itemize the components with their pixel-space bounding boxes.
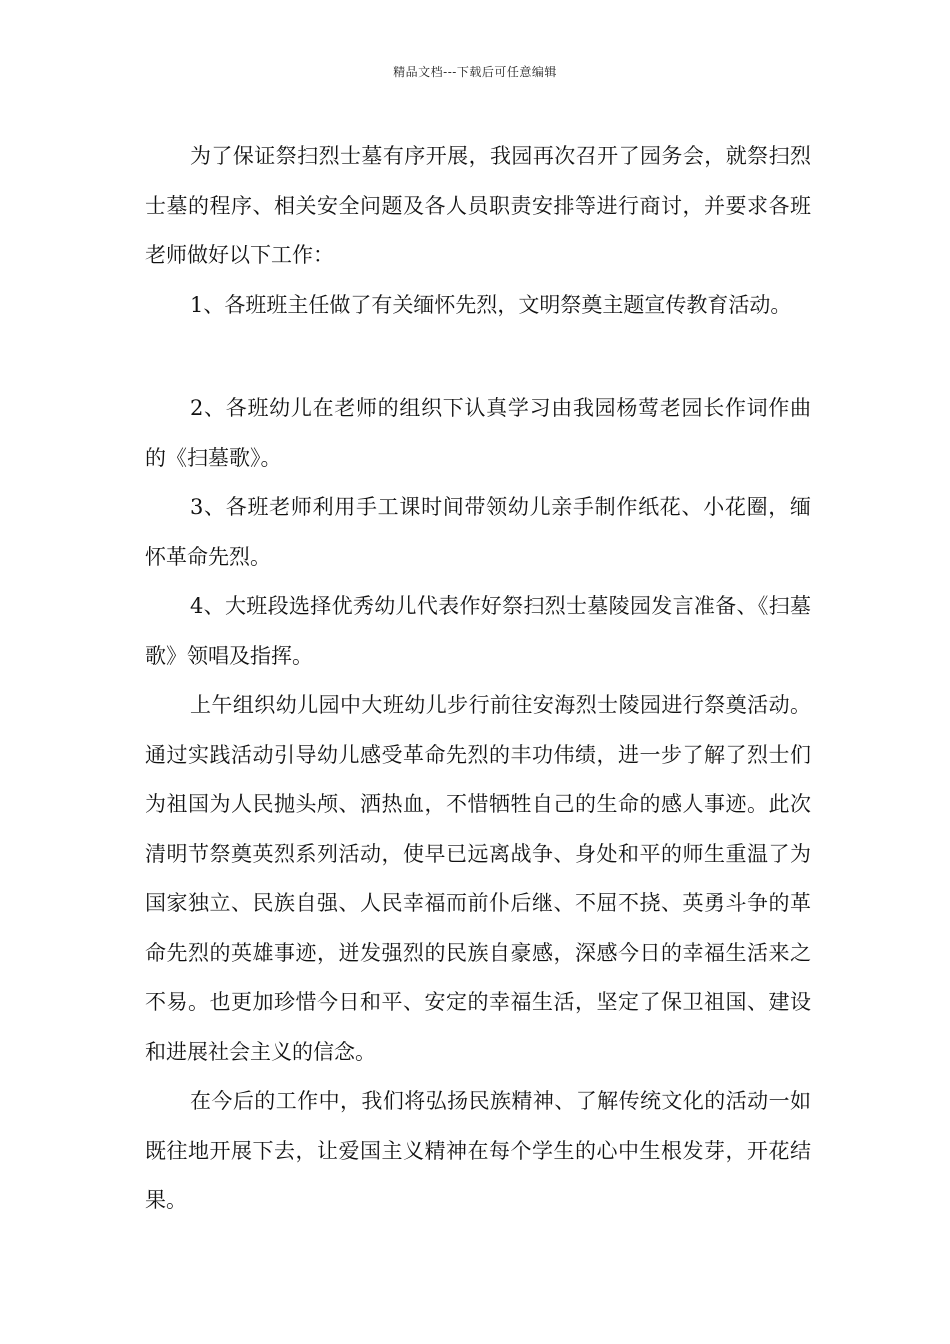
paragraph-activity: 上午组织幼儿园中大班幼儿步行前往安海烈士陵园进行祭奠活动。通过实践活动引导幼儿感受革命先烈的丰功伟绩，进一步了解了烈士们为祖国为人民抛头颅、洒热血，不惜牺牲自己的生命的感人事迹。此次清明节祭奠英烈系列活动，使早已远离战争、身处和平的师生重温了为国家独立、民族自强、人民幸福而前仆后继、不屈不挠、英勇斗争的革命先烈的英雄事迹，迸发强烈的民族自豪感，深感今日的幸福生活来之不易。也更加珍惜今日和平、安定的幸福生活，坚定了保卫祖国、建设和进展社会主义的信念。 <box>145 693 811 1064</box>
document-body <box>145 132 811 1226</box>
paragraph-item-2: 2、各班幼儿在老师的组织下认真学习由我园杨莺老园长作词作曲的《扫墓歌》。 <box>145 396 811 470</box>
page-header: 精品文档---下载后可任意编辑 <box>393 65 557 79</box>
paragraph-intro: 为了保证祭扫烈士墓有序开展，我园再次召开了园务会，就祭扫烈士墓的程序、相关安全问题及各人员职责安排等进行商讨，并要求各班老师做好以下工作： <box>145 144 811 267</box>
paragraph-item-3: 3、各班老师利用手工课时间带领幼儿亲手制作纸花、小花圈，缅怀革命先烈。 <box>145 495 811 569</box>
paragraph-conclusion: 在今后的工作中，我们将弘扬民族精神、了解传统文化的活动一如既往地开展下去，让爱国主义精神在每个学生的心中生根发芽，开花结果。 <box>145 1089 811 1212</box>
paragraph-item-1: 1、各班班主任做了有关缅怀先烈，文明祭奠主题宣传教育活动。 <box>190 292 792 317</box>
paragraph-spacer <box>145 330 811 384</box>
paragraph-item-4: 4、大班段选择优秀幼儿代表作好祭扫烈士墓陵园发言准备、《扫墓歌》领唱及指挥。 <box>145 594 811 668</box>
